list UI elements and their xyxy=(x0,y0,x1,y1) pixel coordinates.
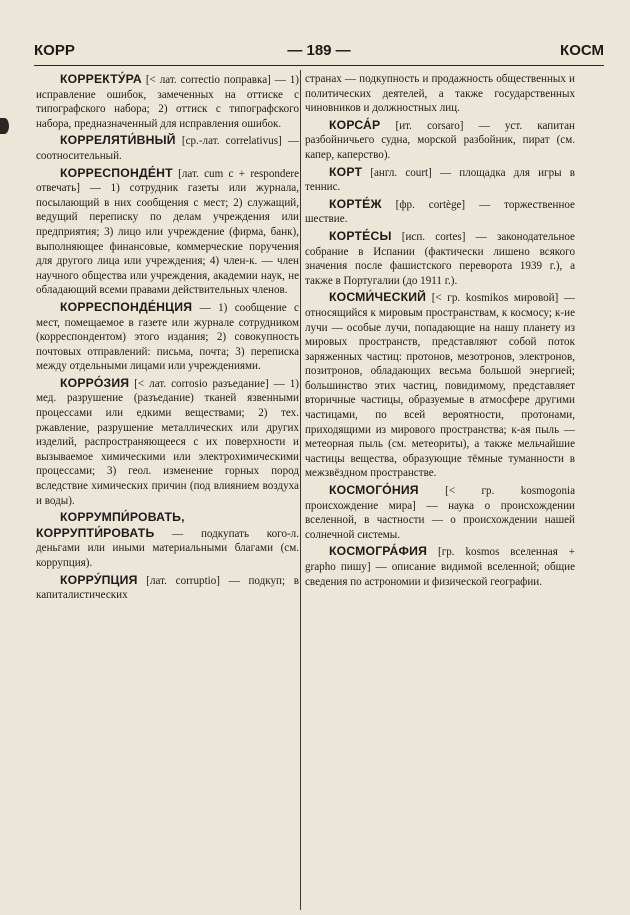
dictionary-entry xyxy=(36,72,299,131)
entry-headword: КОРТ xyxy=(329,164,363,179)
dictionary-entry xyxy=(305,165,575,195)
entry-definition: — подкупать кого-л. деньгами или иными материальными благами (см. коррупция). xyxy=(36,527,299,569)
dictionary-entry-continuation xyxy=(305,72,575,116)
right-column xyxy=(305,72,575,591)
entry-headword: КОСМОГРА́ФИЯ xyxy=(329,544,428,559)
dictionary-entry xyxy=(36,376,299,508)
dictionary-entry xyxy=(36,573,299,603)
entry-headword: КОРРО́ЗИЯ xyxy=(60,375,130,390)
entry-definition: [фр. cortège] — торжественное шествие. xyxy=(305,198,575,226)
left-column xyxy=(36,72,299,605)
entry-headword: КОРТЕ́Ж xyxy=(329,196,382,211)
entry-definition: [< лат. corrosio разъедание] — 1) мед. разрушение (разъедание) тканей язвенными процессами или едкими веществами; 2) тех. ржавление, разрушение металлических или других изделий, распространяющееся с их поверхности и вызываемое химическими или электрохимическими процессами; 3) геол. изменение горных пород вследствие химических причин (под влиянием воздуха и воды). xyxy=(36,377,299,507)
entry-headword: КОРРЕКТУ́РА xyxy=(60,72,142,86)
entry-definition: [лат. corruptio] — подкуп; в капиталистических xyxy=(36,574,300,602)
dictionary-entry xyxy=(305,483,575,542)
entry-headword: КОРРУ́ПЦИЯ xyxy=(60,572,138,587)
entry-definition: [ит. corsaro] — уст. капитан разбойничьего судна, морской разбойник, пират (см. капер, каперство). xyxy=(305,119,575,161)
ink-blot xyxy=(0,118,9,134)
entry-definition: [< гр. kosmikos мировой] — относящийся к мировым пространствам, к космосу; к-ие лучи — особые лучи, попадающие на нашу планету из мировых пространств, представляют собой поток заряженных частиц: протонов, мезотронов, электронов, позитронов, обладающих весьма большой энергией; большинство этих частиц, повидимому, представляет вторичные частицы, образуемые в атмосфере другими частицами, по всей вероятности, протонами, приходящими из мирового пространства; к-ая пыль — метеорная пыль (см. метеориты), а также мельчайшие частицы вещества, образующие тёмные туманности в межзвёздном пространстве. xyxy=(305,292,575,480)
entry-headword: КОРТЕ́СЫ xyxy=(329,228,392,243)
dictionary-entry xyxy=(305,544,575,589)
dictionary-entry xyxy=(305,118,575,163)
entry-headword: КОРРЕСПОНДЕ́НТ xyxy=(60,165,173,180)
entry-definition: [исп. cortes] — законодательное собрание в Испании (фактически лишено всякого значения после фашистского переворота 1939 г.), а также в Португалии (до 1911 г.). xyxy=(305,230,575,287)
dictionary-entry xyxy=(36,300,299,374)
entry-definition: [англ. court] — площадка для игры в теннис. xyxy=(305,166,576,194)
entry-definition: [гр. kosmos вселенная + graphо пишу] — описание видимой вселенной; общие сведения по астрономии и физической географии. xyxy=(305,546,575,588)
dictionary-entry xyxy=(36,510,299,570)
entry-definition: [ср.-лат. correlativus] — соотносительный. xyxy=(36,135,300,162)
entry-definition: [< лат. correctio поправка] — 1) исправление ошибок, замеченных на оттиске с типографского набора; 2) оттиск с типографского набора, предназначенный для исправления ошибок. xyxy=(36,74,299,130)
entry-definition: — 1) сообщение с мест, помещаемое в газете или журнале сотрудником (корреспондентом) этого издания; 2) совокупность почтовых отправлений: письма, почта; 3) переписка между отдельными лицами или учреждениями. xyxy=(36,301,299,373)
page-header xyxy=(34,42,604,64)
dictionary-entry xyxy=(305,290,575,481)
header-left-guide-word: КОРР xyxy=(34,42,75,59)
dictionary-entry xyxy=(305,197,575,227)
entry-headword: КОРСА́Р xyxy=(329,117,381,132)
entry-definition: [лат. cum с + respondere отвечать] — 1) сотрудник газеты или журнала, посылающий в них сообщения с мест; 2) служащий, ведущий переписку по делам учреждения или предприятия; 3) лицо или учреждение (фирма, банк), выполняющее финансовые, коммерческие поручения для другого лица или учреждения; 4) член-к. — член научного общества или учреждения, академии наук, не обладающий всеми правами действительных членов. xyxy=(36,167,299,297)
header-rule xyxy=(34,65,604,66)
dictionary-entry xyxy=(305,229,575,288)
entry-headword: КОРРЕСПОНДЕ́НЦИЯ xyxy=(60,299,193,314)
entry-headword: КОСМИ́ЧЕСКИЙ xyxy=(329,290,427,305)
entry-headword: КОРРУМПИ́РОВАТЬ, КОРРУПТИ́РОВАТЬ xyxy=(36,510,185,540)
dictionary-entry xyxy=(36,133,299,163)
column-divider xyxy=(300,70,301,910)
dictionary-entry xyxy=(36,166,299,298)
entry-headword: КОРРЕЛЯТИ́ВНЫЙ xyxy=(60,133,176,148)
header-right-guide-word: КОСМ xyxy=(560,42,604,59)
entry-definition: [< гр. kosmogonia происхождение мира] — наука о происхождении вселенной, в частности — о происхождении нашей солнечной системы. xyxy=(305,485,575,541)
entry-headword: КОСМОГО́НИЯ xyxy=(329,483,419,498)
page-number: — 189 — xyxy=(287,42,351,59)
entry-definition: странах — подкупность и продажность общественных и политических деятелей, а также государственных чиновников и должностных лиц. xyxy=(305,73,575,115)
